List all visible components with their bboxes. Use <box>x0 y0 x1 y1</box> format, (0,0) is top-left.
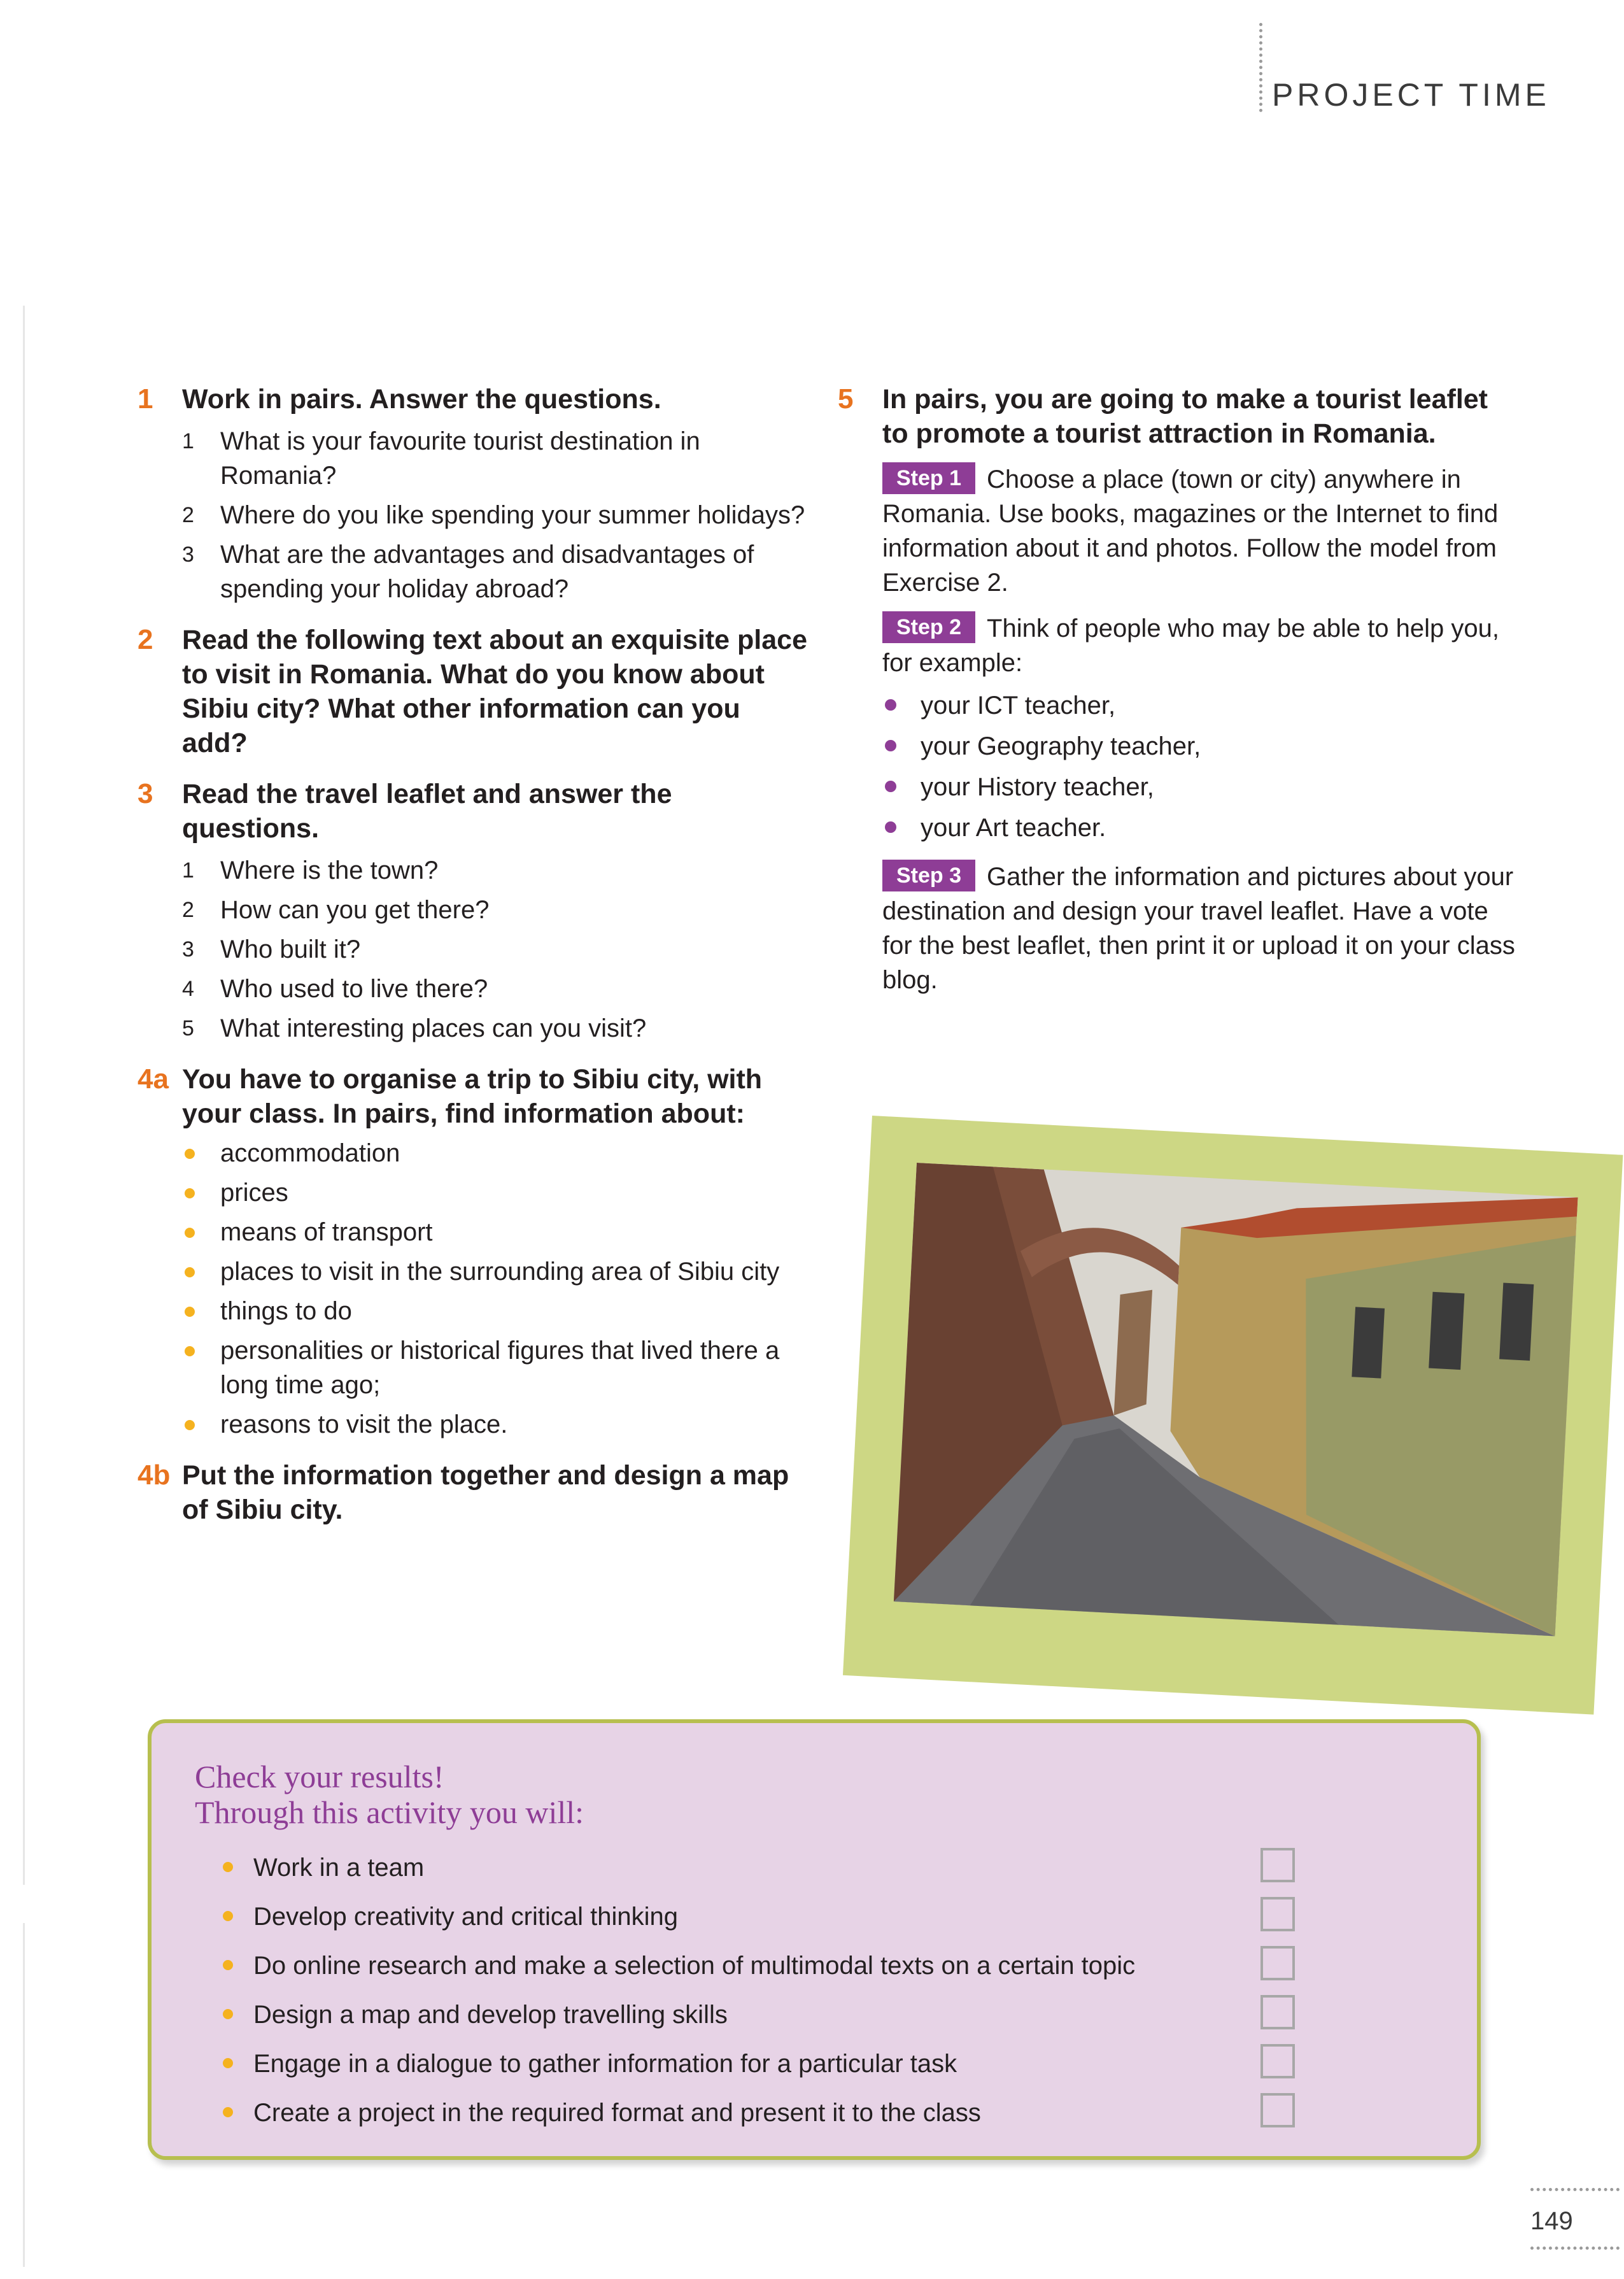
result-text: Create a project in the required format and present it to the class <box>253 2099 981 2127</box>
left-column <box>138 382 812 1544</box>
results-list <box>195 1850 1404 2145</box>
exercise-number: 2 <box>138 624 153 655</box>
result-checkbox[interactable] <box>1260 1897 1295 1931</box>
right-column <box>838 382 1519 1014</box>
left-margin-line <box>23 306 25 1885</box>
item-number: 1 <box>182 429 194 453</box>
item-number: 5 <box>182 1016 194 1040</box>
exercise-instruction: Work in pairs. Answer the questions. <box>182 384 661 415</box>
item-text: Who built it? <box>220 935 361 963</box>
exercise-4a <box>138 1062 812 1442</box>
list-item <box>182 972 812 1006</box>
results-title <box>195 1759 584 1830</box>
helper-list <box>882 685 1519 848</box>
page-number-divider-bottom <box>1530 2247 1620 2250</box>
item-text: What is your favourite tourist destination in Romania? <box>220 427 700 490</box>
exercise-number: 3 <box>138 778 153 809</box>
exercise-number: 1 <box>138 383 153 415</box>
topic-list <box>182 1136 812 1442</box>
result-item <box>195 1949 1404 1998</box>
question-list <box>182 853 812 1046</box>
list-item: places to visit in the surrounding area of Sibiu city <box>182 1254 812 1289</box>
result-item <box>195 1899 1404 1949</box>
result-text: Work in a team <box>253 1854 425 1882</box>
exercise-instruction: Read the following text about an exquisite place to visit in Romania. What do you know about Sibiu city? What other information can you add? <box>182 625 807 758</box>
result-checkbox[interactable] <box>1260 1946 1295 1980</box>
list-item: your Art teacher. <box>882 807 1519 848</box>
list-item: your Geography teacher, <box>882 726 1519 767</box>
item-number: 3 <box>182 543 194 567</box>
list-item <box>182 498 812 532</box>
page-number: 149 <box>1530 2207 1573 2235</box>
list-item <box>182 1011 812 1046</box>
result-text: Develop creativity and critical thinking <box>253 1903 678 1931</box>
item-number: 3 <box>182 937 194 962</box>
step-3 <box>882 860 1519 997</box>
exercise-number: 5 <box>838 383 854 415</box>
list-item <box>182 537 812 606</box>
item-number: 4 <box>182 977 194 1001</box>
item-number: 2 <box>182 503 194 527</box>
step-badge: Step 1 <box>882 462 975 494</box>
result-checkbox[interactable] <box>1260 1848 1295 1882</box>
item-number: 1 <box>182 858 194 883</box>
exercise-3 <box>138 777 812 1046</box>
list-item: reasons to visit the place. <box>182 1407 812 1442</box>
item-text: What are the advantages and disadvantages of spending your holiday abroad? <box>220 541 754 603</box>
results-title-line-2: Through this activity you will: <box>195 1794 584 1830</box>
result-item <box>195 1998 1404 2047</box>
list-item <box>182 424 812 493</box>
exercise-number: 4a <box>138 1063 169 1095</box>
step-badge: Step 2 <box>882 611 975 643</box>
step-2 <box>882 611 1519 680</box>
result-item <box>195 2047 1404 2096</box>
step-badge: Step 3 <box>882 860 975 891</box>
list-item <box>182 893 812 927</box>
results-title-line-1: Check your results! <box>195 1759 444 1794</box>
sibiu-street-photo <box>894 1163 1578 1636</box>
exercise-5 <box>838 382 1519 997</box>
item-text: Who used to live there? <box>220 975 488 1003</box>
step-text: Gather the information and pictures about your destination and design your travel leaflet. Have a vote for the best leaflet, then print it or upload it on your class blog. <box>882 863 1515 994</box>
list-item: things to do <box>182 1294 812 1328</box>
item-text: Where do you like spending your summer holidays? <box>220 501 805 529</box>
left-margin-line-lower <box>23 1923 25 2267</box>
result-text: Do online research and make a selection of multimodal texts on a certain topic <box>253 1952 1136 1980</box>
exercise-2 <box>138 623 812 760</box>
item-text: What interesting places can you visit? <box>220 1014 647 1042</box>
exercise-number: 4b <box>138 1459 171 1491</box>
check-results-box <box>148 1719 1481 2160</box>
list-item: means of transport <box>182 1215 812 1249</box>
page-number-divider-top <box>1530 2188 1620 2191</box>
result-checkbox[interactable] <box>1260 2044 1295 2078</box>
result-checkbox[interactable] <box>1260 1995 1295 2029</box>
list-item: your ICT teacher, <box>882 685 1519 726</box>
list-item: accommodation <box>182 1136 812 1170</box>
exercise-instruction: In pairs, you are going to make a tourist leaflet to promote a tourist attraction in Romania. <box>882 384 1488 449</box>
list-item <box>182 853 812 888</box>
result-checkbox[interactable] <box>1260 2093 1295 2127</box>
list-item <box>182 932 812 967</box>
item-text: Where is the town? <box>220 856 439 884</box>
step-text: Choose a place (town or city) anywhere in Romania. Use books, magazines or the Internet to find information about it and photos. Follow the model from Exercise 2. <box>882 465 1499 597</box>
item-text: How can you get there? <box>220 896 490 924</box>
exercise-instruction: You have to organise a trip to Sibiu city, with your class. In pairs, find information about: <box>182 1064 763 1129</box>
exercise-instruction: Read the travel leaflet and answer the questions. <box>182 779 672 844</box>
exercise-instruction: Put the information together and design a map of Sibiu city. <box>182 1460 789 1525</box>
list-item: prices <box>182 1175 812 1210</box>
exercise-1 <box>138 382 812 606</box>
step-text: Think of people who may be able to help you, for example: <box>882 614 1500 677</box>
header-divider <box>1259 23 1262 112</box>
result-item <box>195 2096 1404 2145</box>
page-section-title: PROJECT TIME <box>1272 77 1550 113</box>
result-item <box>195 1850 1404 1899</box>
list-item: your History teacher, <box>882 767 1519 807</box>
item-number: 2 <box>182 898 194 922</box>
question-list <box>182 424 812 606</box>
list-item: personalities or historical figures that lived there a long time ago; <box>182 1333 812 1402</box>
exercise-4b <box>138 1458 812 1527</box>
result-text: Design a map and develop travelling skills <box>253 2001 728 2029</box>
result-text: Engage in a dialogue to gather information for a particular task <box>253 2050 957 2078</box>
street-illustration <box>894 1163 1578 1636</box>
step-1 <box>882 462 1519 600</box>
